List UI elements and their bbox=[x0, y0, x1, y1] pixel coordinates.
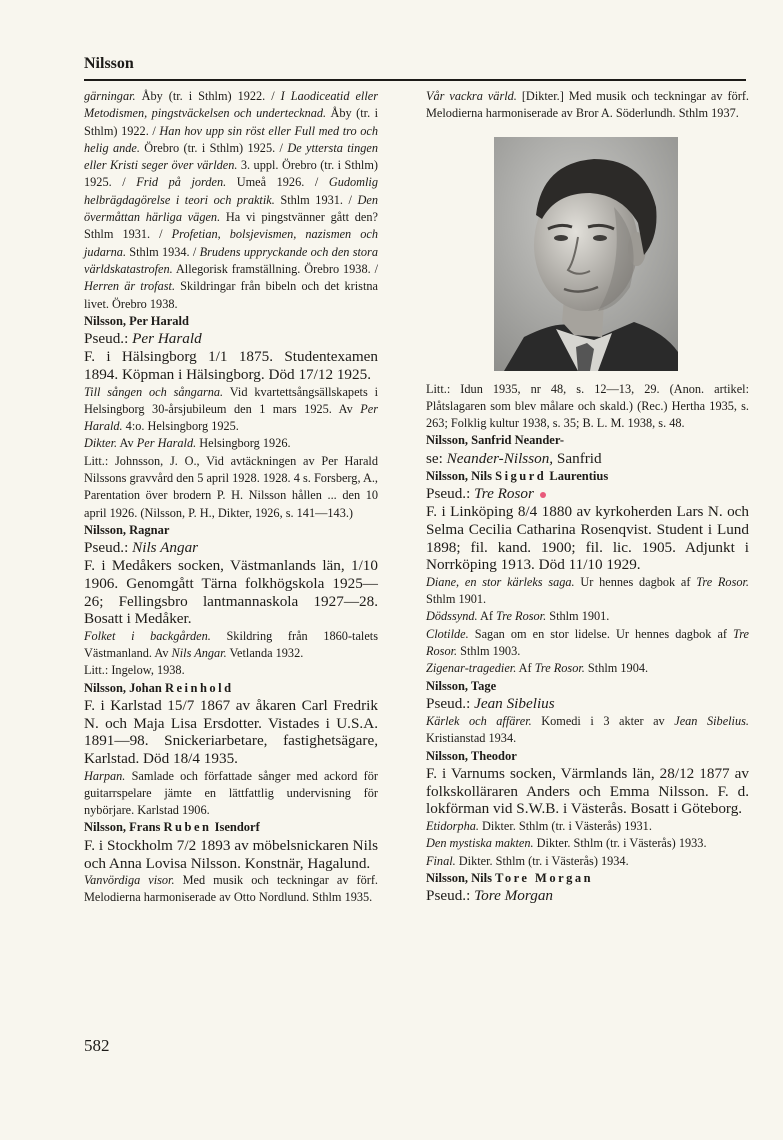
italic-title: Etidorpha. bbox=[426, 819, 479, 834]
italic-title: Han hov upp sin röst eller Full med tro och helig ande. bbox=[84, 123, 378, 155]
head-name: Nilsson, Johan bbox=[84, 680, 165, 695]
head-name-tail: Laurentius bbox=[546, 468, 609, 483]
entry-head-per-harald: Nilsson, Per Harald bbox=[84, 313, 189, 328]
head-name: Nilsson, Nils bbox=[426, 468, 496, 483]
italic-title: Nils Angar. bbox=[171, 646, 227, 661]
work-item: Till sången och sångarna. Vid kvartettsångsällskapets i Helsingborg 30-årsjubileum den 1 mars 1925. Av Per Harald. 4:o. Helsingborg 1925. bbox=[84, 384, 379, 434]
work-item: Harpan. Samlade och författade sånger med ackord för guitarrspelare jämte en lättfattlig undervisning för nybörjare. Karlstad 1906. bbox=[84, 768, 378, 818]
pseudonym-line bbox=[426, 695, 749, 713]
pseud-label: Pseud.: bbox=[84, 330, 129, 348]
entry-continuation: gärningar. Åby (tr. i Sthlm) 1922. / I Laodiceatid eller Metodismen, pingstväckelsen och undertecknad. Åby (tr. i Sthlm) 1922. / Han hov upp sin röst eller Full med tro och helig ande. Örebro (tr. i Sthlm) 1925. / De yttersta tingen eller Kristi seger över världen. 3. uppl. Örebro (tr. i Sthlm) 1925. / Frid på jorden. Umeå 1926. / Gudomlig helbrägdagörelse i teori och praktik. Sthlm 1931. / Den övermåttan härliga vägen. Ha vi pingstvänner gått den? Sthlm 1931. / Profetian, bolsjevismen, nazismen och judarna. Sthlm 1934. / Brudens uppryckande och den stora världskatastrofen. Allegorisk framställning. Örebro 1938. / Herren är trofast. Skildringar från bibeln och det kristna livet. Örebro 1938. bbox=[84, 89, 379, 311]
pseud-label: Pseud.: bbox=[426, 887, 471, 905]
work-item: Diane, en stor kärleks saga. Ur hennes dagbok af Tre Rosor. Sthlm 1901. bbox=[426, 574, 749, 607]
italic-title: Herren är trofast. bbox=[84, 279, 176, 294]
pseudonym: Tre Rosor bbox=[474, 485, 534, 503]
work-item: Dödssynd. Af Tre Rosor. Sthlm 1901. bbox=[426, 609, 610, 624]
entry-head-nils-tore bbox=[426, 870, 749, 888]
italic-title: Folket i backgården. bbox=[84, 628, 211, 643]
head-spaced-name: Ruben bbox=[163, 820, 212, 835]
biography: F. i Linköping 8/4 1880 av kyrkoherden Lars N. och Selma Cecilia Catharina Rosenqvist. Student i Lund 1898; fil. kand. 1900; fil. lic. 1905. Adjunkt i Norrköping 1913. Död 11/10 1929. bbox=[426, 503, 749, 574]
entry-head-theodor: Nilsson, Theodor bbox=[426, 748, 517, 763]
italic-title: Final. bbox=[426, 853, 456, 868]
pseudonym: Per Harald bbox=[132, 330, 202, 348]
portrait-photo bbox=[494, 137, 678, 371]
italic-title: Kärlek och affärer. bbox=[426, 714, 532, 729]
work-item: Final. Dikter. Sthlm (tr. i Västerås) 1934. bbox=[426, 853, 629, 868]
pseudonym: Tore Morgan bbox=[474, 887, 554, 905]
header-rule bbox=[84, 79, 746, 81]
see-reference bbox=[426, 450, 749, 468]
work-item: Kärlek och affärer. Komedi i 3 akter av Jean Sibelius. Kristianstad 1934. bbox=[426, 714, 749, 746]
italic-title: De yttersta tingen eller Kristi seger över världen. bbox=[84, 140, 379, 173]
italic-title: Harpan. bbox=[84, 768, 126, 783]
italic-title: Zigenar-tragedier. bbox=[426, 661, 517, 676]
work-item: Zigenar-tragedier. Af Tre Rosor. Sthlm 1904. bbox=[426, 661, 649, 676]
italic-title: Tre Rosor. bbox=[534, 661, 585, 676]
work-item: Clotilde. Sagan om en stor lidelse. Ur hennes dagbok af Tre Rosor. Sthlm 1903. bbox=[426, 626, 749, 659]
literature-note: Litt.: Ingelow, 1938. bbox=[84, 663, 185, 678]
head-spaced-name: Sigurd bbox=[495, 468, 547, 483]
head-name-tail: Isendorf bbox=[211, 820, 260, 835]
italic-title: Brudens uppryckande och den stora världskatastrofen. bbox=[84, 244, 378, 276]
pseud-label: Pseud.: bbox=[426, 695, 471, 713]
head-name: Nilsson, Frans bbox=[84, 820, 164, 835]
italic-title: Frid på jorden. bbox=[136, 175, 227, 190]
pseudonym-line bbox=[84, 539, 378, 557]
work-item: Dikter. Av Per Harald. Helsingborg 1926. bbox=[84, 436, 291, 451]
entry-head-ragnar: Nilsson, Ragnar bbox=[84, 522, 170, 537]
entry-head-sanfrid: Nilsson, Sanfrid Neander- bbox=[426, 433, 565, 448]
italic-title: Tre Rosor. bbox=[696, 574, 749, 589]
italic-title: Den mystiska makten. bbox=[426, 836, 534, 851]
page-number: 582 bbox=[84, 1036, 110, 1055]
pseudonym-line bbox=[84, 330, 378, 348]
pseudonym: Nils Angar bbox=[132, 539, 199, 557]
left-column bbox=[84, 88, 378, 907]
see-label: se: bbox=[426, 449, 447, 467]
head-name: Nilsson, Nils bbox=[426, 870, 496, 885]
italic-title: Till sången och sångarna. bbox=[84, 384, 224, 399]
italic-title: Dödssynd. bbox=[426, 609, 478, 624]
work-item: Den mystiska makten. Dikter. Sthlm (tr. i Västerås) 1933. bbox=[426, 836, 707, 851]
italic-title: gärningar. bbox=[84, 89, 136, 103]
head-spaced-name: Tore Morgan bbox=[495, 870, 594, 885]
literature-note: Litt.: Johnsson, J. O., Vid avtäckningen av Per Harald Nilssons gravvård den 5 april 1928. 1928. 4 s. Forsberg, A., Parentation över brodern P. H. Nilsson hållen ... den 10 april 1926. (Nilsson, P. H., Dikter, 1926, s. 141—143.) bbox=[84, 453, 378, 520]
running-head: Nilsson bbox=[84, 55, 134, 72]
italic-title: Gudomlig helbrägdagörelse i teori och praktik. bbox=[84, 175, 379, 207]
biography: F. i Medåkers socken, Västmanlands län, 1/10 1906. Genomgått Tärna folkhögskola 1925—26; Fellingsbro lantmannaskola 1927—28. Bosatt i Medåker. bbox=[84, 557, 378, 628]
pseudonym-line bbox=[426, 887, 749, 905]
pink-mark-icon bbox=[540, 492, 546, 498]
biography: F. i Karlstad 15/7 1867 av åkaren Carl Fredrik N. och Maja Lisa Ersdotter. Vistades i U.S.A. 1891—98. Snickeriarbetare, fastighetsägare, Karlstad. Död 18/4 1935. bbox=[84, 697, 378, 767]
biography: F. i Hälsingborg 1/1 1875. Studentexamen 1894. Köpman i Hälsingborg. Död 17/12 1925. bbox=[84, 348, 378, 383]
work-item: Etidorpha. Dikter. Sthlm (tr. i Västerås) 1931. bbox=[426, 819, 652, 834]
entry-head-tage: Nilsson, Tage bbox=[426, 678, 497, 693]
literature-note: Litt.: Idun 1935, nr 48, s. 12—13, 29. (Anon. artikel: Plåtslagaren som blev målare och skald.) (Rec.) Hertha 1935, s. 263; Folklig kultur 1938, s. 35; B. L. M. 1938, s. 48. bbox=[426, 381, 749, 431]
work-item: Vår vackra värld. [Dikter.] Med musik och teckningar av förf. Melodierna harmoniserade av Bror A. Söderlundh. Sthlm 1937. bbox=[426, 89, 749, 121]
italic-title: Dikter. bbox=[84, 436, 118, 451]
head-spaced-name: Reinhold bbox=[164, 680, 234, 695]
italic-title: Vanvördiga visor. bbox=[84, 873, 175, 888]
italic-title: Per Harald. bbox=[84, 401, 378, 434]
work-item: Vanvördiga visor. Med musik och teckningar av förf. Melodierna harmoniserade av Otto Nordlund. Sthlm 1935. bbox=[84, 873, 378, 905]
italic-title: Per Harald. bbox=[136, 436, 197, 451]
entry-head-nils-sigurd bbox=[426, 468, 749, 486]
italic-title: Tre Rosor. bbox=[426, 626, 749, 659]
see-tail: Sanfrid bbox=[553, 449, 602, 467]
italic-title: Tre Rosor. bbox=[496, 609, 547, 624]
entry-head-johan bbox=[84, 680, 378, 698]
italic-title: Jean Sibelius. bbox=[674, 714, 749, 729]
pseud-label: Pseud.: bbox=[84, 539, 129, 557]
italic-title: Vår vackra värld. bbox=[426, 89, 517, 103]
italic-title: Clotilde. bbox=[426, 626, 469, 641]
italic-title: I Laodiceatid eller Metodismen, pingstväckelsen och undertecknad. bbox=[84, 89, 378, 121]
italic-title: Den övermåttan härliga vägen. bbox=[84, 192, 378, 225]
italic-title: Profetian, bolsjevismen, nazismen och judarna. bbox=[84, 227, 378, 259]
italic-title: Diane, en stor kärleks saga. bbox=[426, 574, 575, 589]
see-target: Neander-Nilsson, bbox=[446, 449, 554, 467]
entry-head-frans bbox=[84, 819, 378, 837]
pseud-label: Pseud.: bbox=[426, 485, 471, 503]
biography: F. i Varnums socken, Värmlands län, 28/12 1877 av folkskolläraren Anders och Emma Nilsson. F. d. lokförman vid S.W.B. i Västerås. Bosatt i Göteborg. bbox=[426, 765, 749, 818]
right-column bbox=[426, 88, 749, 905]
work-item: Folket i backgården. Skildring från 1860-talets Västmanland. Av Nils Angar. Vetlanda 1932. bbox=[84, 628, 378, 661]
pseudonym-line bbox=[426, 485, 749, 503]
biography: F. i Stockholm 7/2 1893 av möbelsnickaren Nils och Anna Lovisa Nilsson. Konstnär, Hagalund. bbox=[84, 836, 378, 872]
pseudonym: Jean Sibelius bbox=[474, 695, 555, 713]
